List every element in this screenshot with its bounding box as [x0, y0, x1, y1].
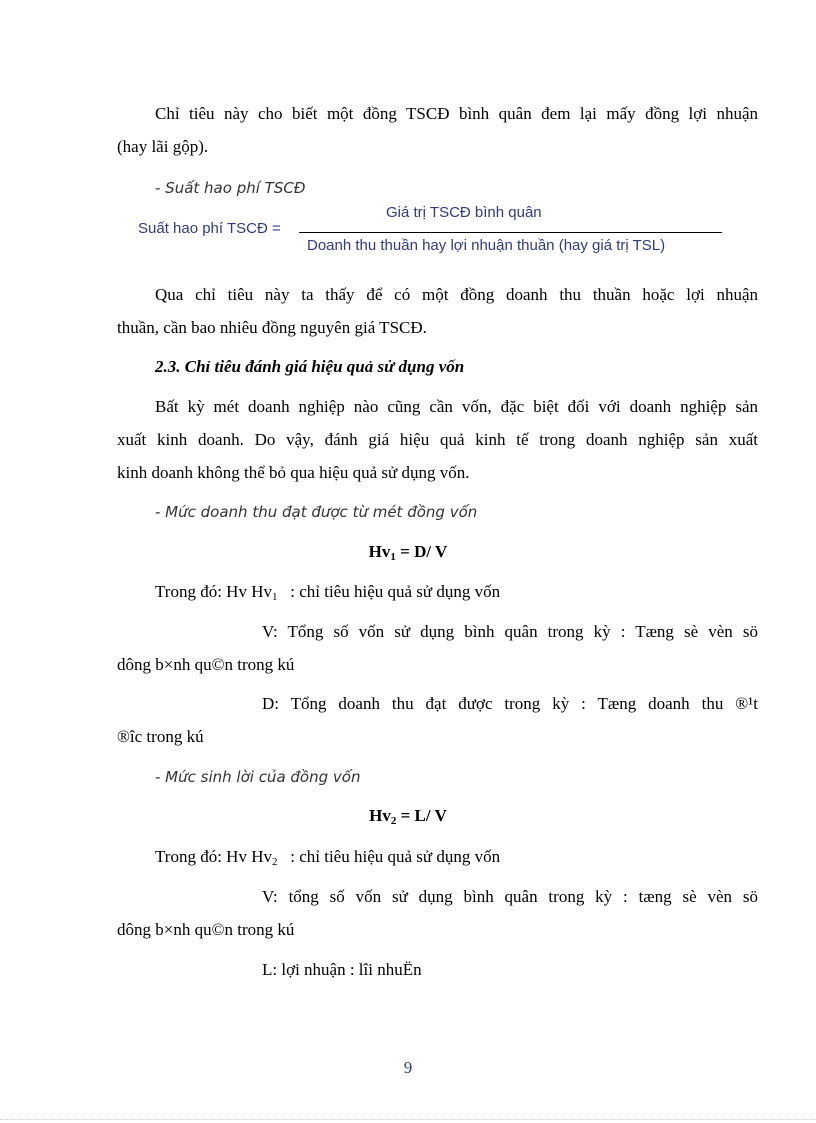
page-number: 9 — [403, 1058, 413, 1077]
formula-lhs: Suất hao phí TSCĐ = — [138, 220, 281, 237]
list-item-label: - Suất hao phí TSCĐ — [155, 179, 306, 197]
definition-line: V: tổng số vốn sử dụng bình quân trong kỳ : tæng sè vèn sö — [262, 887, 758, 906]
definition-line: V: Tổng số vốn sử dụng bình quân trong kỳ : Tæng sè vèn sö — [262, 622, 758, 641]
formula-numerator: Giá trị TSCĐ bình quân — [386, 204, 542, 221]
formula: $Hv_2 = L/$ V — [369, 806, 447, 827]
definition-line: D: Tổng doanh thu đạt được trong kỳ : Tæng doanh thu ®¹t — [262, 694, 758, 713]
paragraph-line: Qua chỉ tiêu này ta thấy để có một đồng doanh thu thuần hoặc lợi nhuận — [155, 285, 758, 304]
list-item-label: - Mức doanh thu đạt được từ mét đồng vốn — [155, 503, 478, 521]
definition-line: L: lợi nhuận : lîi nhuËn — [262, 960, 422, 979]
paragraph-line: xuất kinh doanh. Do vậy, đánh giá hiệu quả kinh tế trong doanh nghiệp sản xuất — [117, 430, 758, 449]
paragraph-line: kinh doanh không thể bỏ qua hiệu quả sử dụng vốn. — [117, 463, 470, 482]
paragraph-line: (hay lãi gộp). — [117, 137, 209, 156]
fraction-line — [299, 232, 722, 233]
list-item-label: - Mức sinh lời của đồng vốn — [155, 768, 361, 786]
formula-denominator: Doanh thu thuần hay lợi nhuận thuần (hay giá trị TSL) — [307, 237, 666, 254]
definition-line: Trong đó: Hv $Hv_2$ : chỉ tiêu hiệu quả sử dụng vốn — [155, 847, 501, 868]
section-heading: 2.3. Chỉ tiêu đánh giá hiệu quả sử dụng vốn — [155, 357, 465, 376]
definition-line: Trong đó: Hv $Hv_1$ : chỉ tiêu hiệu quả sử dụng vốn — [155, 582, 501, 603]
paragraph-line: Chỉ tiêu này cho biết một đồng TSCĐ bình quân đem lại mấy đồng lợi nhuận — [155, 104, 758, 123]
paragraph-line: Bất kỳ mét doanh nghiệp nào cũng cần vốn, đặc biệt đối với doanh nghiệp sản — [155, 397, 758, 416]
definition-line: ®îc trong kú — [117, 727, 204, 746]
paragraph-line: thuần, cần bao nhiêu đồng nguyên giá TSCĐ. — [117, 318, 427, 337]
definition-line: dông b×nh qu©n trong kú — [117, 655, 295, 674]
footer-divider — [0, 1119, 816, 1120]
formula: $Hv_1 = D/$ V — [368, 542, 448, 563]
definition-line: dông b×nh qu©n trong kú — [117, 920, 295, 939]
